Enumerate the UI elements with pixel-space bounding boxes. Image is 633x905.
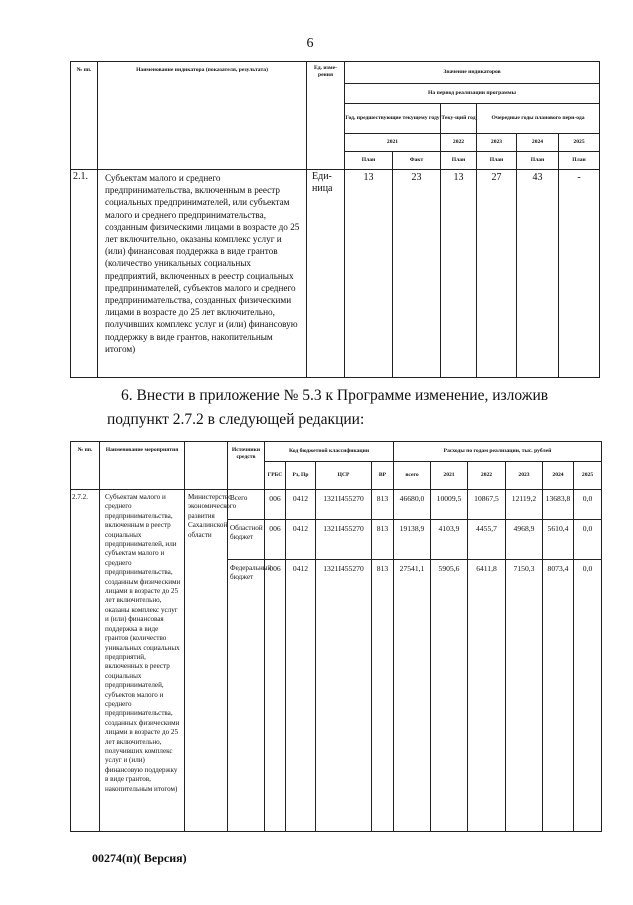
header-budget-code: Код бюджетной классификации <box>265 442 394 462</box>
header-source: Источники средств <box>228 442 265 490</box>
rz-cell: 0412 <box>286 560 316 832</box>
grbs-cell: 006 <box>265 490 286 520</box>
header-current-year: Теку-щий год <box>441 104 477 134</box>
y2022-cell: 4455,7 <box>468 520 506 560</box>
rz-cell: 0412 <box>286 490 316 520</box>
csr-cell: 1321I455270 <box>316 520 372 560</box>
value-2021-plan: 13 <box>345 170 393 378</box>
y2025-cell: 0,0 <box>574 490 602 520</box>
page-number: 6 <box>306 36 314 51</box>
y2022-cell: 6411,8 <box>468 560 506 832</box>
header-plan: План <box>517 152 559 170</box>
header-indicator-name: Наименование индикатора (показателя, результата) <box>98 62 307 170</box>
header-grbs: ГРБС <box>265 462 286 490</box>
header-year-2024: 2024 <box>543 462 574 490</box>
header-plan: План <box>441 152 477 170</box>
header-num: № пп. <box>71 442 100 490</box>
header-expenses: Расходы по годам реализации, тыс. рублей <box>394 442 602 462</box>
value-2022-plan: 13 <box>441 170 477 378</box>
indicator-name: Субъектам малого и среднего предпринимательства, включенным в реестр социальных предпринимателей, или субъектам малого и среднего предпринимательства, созданным физическими лицами в возрасте до 25 лет включительно, оказаны комплекс услуг и (или) финансовая поддержка в виде грантов (количество уникальных социальных предприятий, включенных в реестр социальных предпринимателей, субъектов малого и среднего предпринимательства, созданных физическими лицами в возрасте до 25 лет включительно, получивших комплекс услуг и (или) финансовую поддержку в виде грантов, накопительным итогом) <box>98 170 307 378</box>
header-rz: Рз, Пр <box>286 462 316 490</box>
header-num: № пп. <box>71 62 98 170</box>
header-unit: Ед. изме-рения <box>307 62 345 170</box>
y2022-cell: 10867,5 <box>468 490 506 520</box>
amendment-paragraph: 6. Внести в приложение № 5.3 к Программе изменение, изложив подпункт 2.7.2 в следующей редакции: <box>107 387 549 428</box>
total-cell: 46680,0 <box>394 490 431 520</box>
header-next-years: Очередные годы планового пери-ода <box>477 104 600 134</box>
header-plan: План <box>345 152 393 170</box>
unit-value: Еди-ница <box>307 170 345 378</box>
header-executor <box>185 442 228 490</box>
activity-name: Субъектам малого и среднего предпринимательства, включенным в реестр социальных предпринимателей, или субъектам малого и среднего предпринимательства, созданным физическими лицами в возрасте до 25 лет включительно, оказаны комплекс услуг и (или) финансовая поддержка в виде грантов (количество уникальных социальных предприятий, включенных в реестр социальных предпринимателей, субъектов малого и среднего предпринимательства, созданных физическими лицами в возрасте до 25 лет включительно, получивших комплекс услуг и (или) финансовую поддержку в виде грантов, накопительным итогом) <box>100 490 185 832</box>
header-prev-year: Год, предшествующие текущему году <box>345 104 441 134</box>
y2021-cell: 10009,5 <box>431 490 468 520</box>
y2023-cell: 12119,2 <box>506 490 543 520</box>
table-row <box>71 170 600 378</box>
header-year-2022: 2022 <box>441 134 477 152</box>
vr-cell: 813 <box>372 520 394 560</box>
expenses-table <box>70 441 602 832</box>
header-year-2023: 2023 <box>477 134 517 152</box>
vr-cell: 813 <box>372 560 394 832</box>
y2024-cell: 13683,8 <box>543 490 574 520</box>
value-2024-plan: 43 <box>517 170 559 378</box>
y2023-cell: 4968,9 <box>506 520 543 560</box>
header-plan: План <box>477 152 517 170</box>
y2021-cell: 5905,6 <box>431 560 468 832</box>
header-csr: ЦСР <box>316 462 372 490</box>
vr-cell: 813 <box>372 490 394 520</box>
y2025-cell: 0,0 <box>574 560 602 832</box>
rz-cell: 0412 <box>286 520 316 560</box>
row-num: 2.1. <box>71 170 98 378</box>
executor: Министерство экономического развития Сахалинской области <box>185 490 228 832</box>
activity-num: 2.7.2. <box>71 490 100 832</box>
header-fact: Факт <box>393 152 441 170</box>
y2021-cell: 4103,9 <box>431 520 468 560</box>
value-2023-plan: 27 <box>477 170 517 378</box>
header-period: На период реализации программы <box>345 84 600 104</box>
indicators-table <box>70 61 600 378</box>
header-year-2022: 2022 <box>468 462 506 490</box>
header-year-2021: 2021 <box>345 134 441 152</box>
value-2025-plan: - <box>559 170 600 378</box>
value-2021-fact: 23 <box>393 170 441 378</box>
header-year-2024: 2024 <box>517 134 559 152</box>
y2023-cell: 7150,3 <box>506 560 543 832</box>
header-year-2023: 2023 <box>506 462 543 490</box>
y2025-cell: 0,0 <box>574 520 602 560</box>
table-row <box>71 490 602 520</box>
total-cell: 27541,1 <box>394 560 431 832</box>
header-year-2025: 2025 <box>574 462 602 490</box>
source-regional: Областной бюджет <box>228 520 265 560</box>
header-plan: План <box>559 152 600 170</box>
header-year-2025: 2025 <box>559 134 600 152</box>
source-total: Всего <box>228 490 265 520</box>
footer-code: 00274(п)( Версия) <box>92 851 187 865</box>
header-activity-name: Наименование мероприятия <box>100 442 185 490</box>
total-cell: 19138,9 <box>394 520 431 560</box>
header-year-2021: 2021 <box>431 462 468 490</box>
y2024-cell: 8073,4 <box>543 560 574 832</box>
csr-cell: 1321I455270 <box>316 560 372 832</box>
header-values: Значение индикаторов <box>345 62 600 84</box>
source-federal: Федеральный бюджет <box>228 560 265 832</box>
csr-cell: 1321I455270 <box>316 490 372 520</box>
grbs-cell: 006 <box>265 560 286 832</box>
header-vr: ВР <box>372 462 394 490</box>
y2024-cell: 5610,4 <box>543 520 574 560</box>
grbs-cell: 006 <box>265 520 286 560</box>
header-total: всего <box>394 462 431 490</box>
